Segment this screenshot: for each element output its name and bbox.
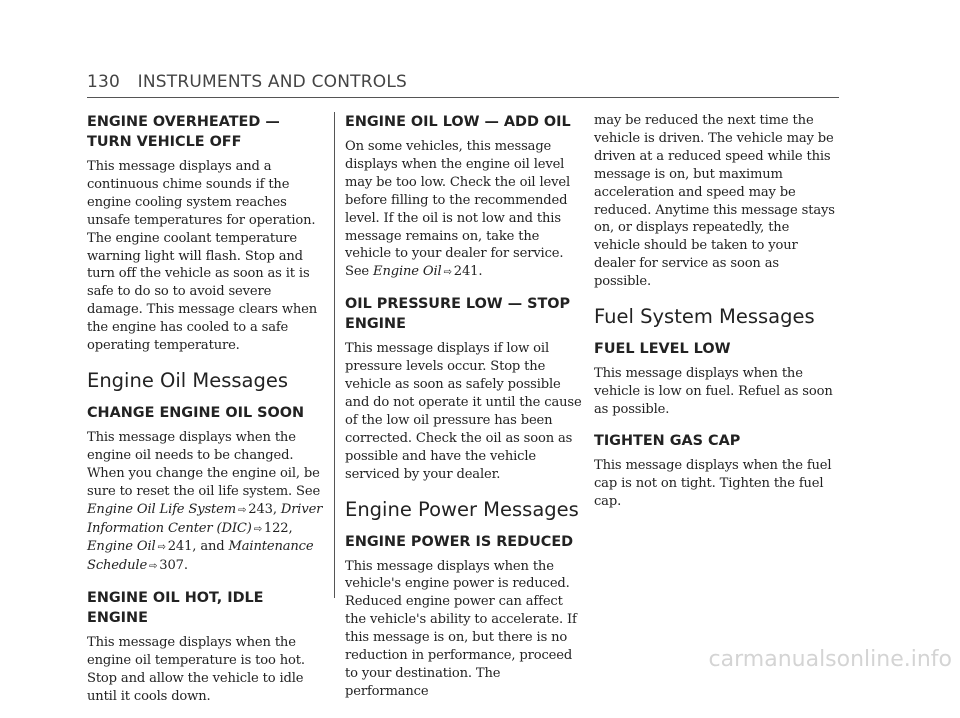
watermark: carmanualsonline.info [708,647,952,672]
body-text: and [200,539,229,555]
section-title: INSTRUMENTS AND CONTROLS [137,72,407,92]
change-engine-oil-body: This message displays when the engine oil needs to be changed. When you change the engine oil, be sure to reset the oil life system. See Engine Oil Life System ⇨ 243, Driver Information Center (DIC) ⇨ 122, Engine Oil ⇨ 241, and Maintenance Schedule ⇨ 307. [87,429,323,574]
body-text: On some vehicles, this message displays when the engine oil level may be too low. Check the oil level before filling to the recommended level. If the oil is not low and this message remains on, take the vehicle to your dealer for service. See [345,139,570,280]
xref-page[interactable]: 243 [248,501,273,517]
column-divider [334,112,335,598]
engine-power-reduced-heading: ENGINE POWER IS REDUCED [345,533,574,550]
header-rule [87,97,839,98]
engine-oil-messages-heading: Engine Oil Messages [87,368,289,392]
engine-oil-low-body: On some vehicles, this message displays when the engine oil level may be too low. Check the oil level before filling to the recommended level. If the oil is not low and this message remains on, take the vehicle to your dealer for service. See Engine Oil ⇨ 241. [345,139,570,280]
fuel-system-messages-heading: Fuel System Messages [594,305,815,329]
xref-page[interactable]: 307 [159,558,184,574]
engine-oil-low-heading: ENGINE OIL LOW — ADD OIL [345,114,571,130]
page-number: 130 [87,72,121,92]
xref-driver-information-center[interactable]: Driver Information Center (DIC) [87,501,323,536]
engine-overheated-heading: ENGINE OVERHEATED — TURN VEHICLE OFF [87,114,280,150]
page-reference-arrow-icon: ⇨ [443,267,452,279]
xref-page[interactable]: 122 [263,520,289,536]
xref-maintenance-schedule[interactable]: Maintenance Schedule [87,539,314,574]
xref-page[interactable]: 241 [167,539,193,555]
page-reference-arrow-icon: ⇨ [253,523,262,535]
xref-engine-oil[interactable]: Engine Oil [87,539,156,555]
fuel-level-low-heading: FUEL LEVEL LOW [594,341,731,358]
page-reference-arrow-icon: ⇨ [149,561,158,573]
page-reference-arrow-icon: ⇨ [238,504,247,516]
engine-oil-hot-body: This message displays when the engine oil temperature is too hot. Stop and allow the vehicle to idle until it cools down. [87,635,305,704]
body-text: This message displays when the engine oil needs to be changed. When you change the engine oil, be sure to reset the oil life system. See [87,429,321,499]
engine-power-reduced-continued: may be reduced the next time the vehicle is driven. The vehicle may be driven at a reduced speed while this message is on, but maximum acceleration and speed may be reduced. Anytime this message stays on, or displays repeatedly, the vehicle should be taken to your dealer for service as soon as possible. [594,113,835,290]
xref-engine-oil[interactable]: Engine Oil [373,264,442,280]
fuel-level-low-body: This message displays when the vehicle is low on fuel. Refuel as soon as possible. [594,366,833,417]
xref-page[interactable]: 241 [453,264,479,280]
xref-engine-oil-life-system[interactable]: Engine Oil Life System [87,501,237,517]
column-3 [594,112,835,523]
engine-power-messages-heading: Engine Power Messages [345,497,579,521]
page-header [87,72,407,92]
column-2 [345,112,586,713]
column-1 [87,112,328,718]
engine-overheated-body: This message displays and a continuous chime sounds if the engine cooling system reaches unsafe temperatures for operation. The engine coolant temperature warning light will flash. Stop and turn off the vehicle as soon as it is safe to do so to avoid severe damage. This message clears when the engine has cooled to a safe operating temperature. [87,159,318,354]
engine-oil-hot-heading: ENGINE OIL HOT, IDLE ENGINE [87,590,264,627]
engine-power-reduced-body: This message displays when the vehicle's engine power is reduced. Reduced engine power can affect the vehicle's ability to accelerate. If this message is on, but there is no reduction in performance, proceed to your destination. The performance [345,558,577,699]
tighten-gas-cap-heading: TIGHTEN GAS CAP [594,432,741,449]
oil-pressure-low-body: This message displays if low oil pressure levels occur. Stop the vehicle as soon as safely possible and do not operate it until the cause of the low oil pressure has been corrected. Check the oil as soon as possible and have the vehicle serviced by your dealer. [345,341,582,482]
page-reference-arrow-icon: ⇨ [157,542,166,554]
tighten-gas-cap-body: This message displays when the fuel cap is not on tight. Tighten the fuel cap. [594,457,832,509]
oil-pressure-low-heading: OIL PRESSURE LOW — STOP ENGINE [345,296,571,333]
change-engine-oil-heading: CHANGE ENGINE OIL SOON [87,404,305,421]
